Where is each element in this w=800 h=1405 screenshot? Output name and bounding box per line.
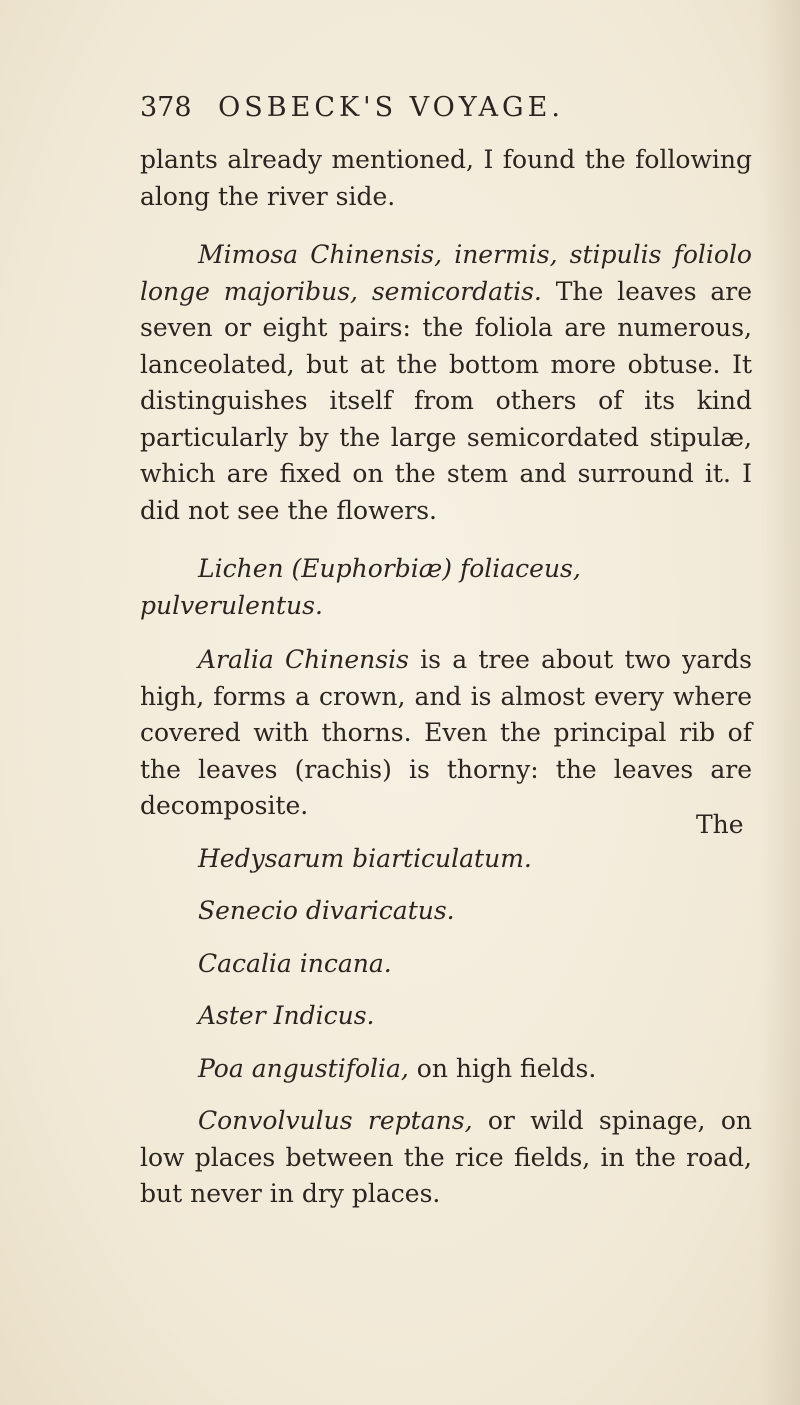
poa-name: Poa angustifolia, [198, 1053, 409, 1083]
page-edge-shadow [760, 0, 800, 1405]
running-header [140, 92, 780, 123]
mimosa-entry [140, 237, 752, 529]
poa-description: on high fields. [416, 1053, 597, 1083]
aralia-name: Aralia Chinensis [198, 645, 409, 674]
senecio-entry [140, 893, 752, 930]
mimosa-name: Mimosa Chinensis, inermis, stipulis foliolo longe majoribus, semicordatis. [140, 240, 752, 306]
convolvulus-description: or wild spinage, on low places between the rice fields, in the road, but never in dry places. [140, 1106, 752, 1208]
catchword: The [696, 810, 744, 839]
convolvulus-entry [140, 1103, 752, 1213]
page-number: 378 [140, 92, 192, 123]
cacalia-entry [140, 946, 752, 983]
senecio-name: Senecio divaricatus. [198, 896, 455, 925]
aralia-description: is a tree about two yards high, forms a crown, and is almost every where covered with thorns. Even the principal rib of the leaves (rachis) is thorny: the leaves are decomposite. [140, 645, 752, 820]
intro-paragraph: plants already mentioned, I found the following along the river side. [140, 145, 752, 211]
page-body [140, 142, 752, 1213]
hedysarum-name: Hedysarum biarticulatum. [198, 843, 532, 873]
aralia-entry [140, 642, 752, 825]
aster-name: Aster Indicus. [198, 1001, 375, 1030]
lichen-entry [140, 551, 752, 624]
aster-entry [140, 998, 752, 1035]
cacalia-name: Cacalia incana. [198, 948, 392, 978]
running-title: OSBECK'S VOYAGE. [218, 92, 564, 123]
hedysarum-entry [140, 841, 752, 878]
lichen-name: Lichen (Euphorbiæ) foliaceus, pulverulentus. [140, 554, 581, 620]
mimosa-description: The leaves are seven or eight pairs: the foliola are numerous, lanceolated, but at the bottom more obtuse. It distinguishes itself from others of its kind particularly by the large semicordated stipulæ, which are fixed on the stem and surround it. I did not see the flowers. [140, 276, 752, 525]
poa-entry [140, 1051, 752, 1088]
convolvulus-name: Convolvulus reptans, [198, 1106, 473, 1135]
